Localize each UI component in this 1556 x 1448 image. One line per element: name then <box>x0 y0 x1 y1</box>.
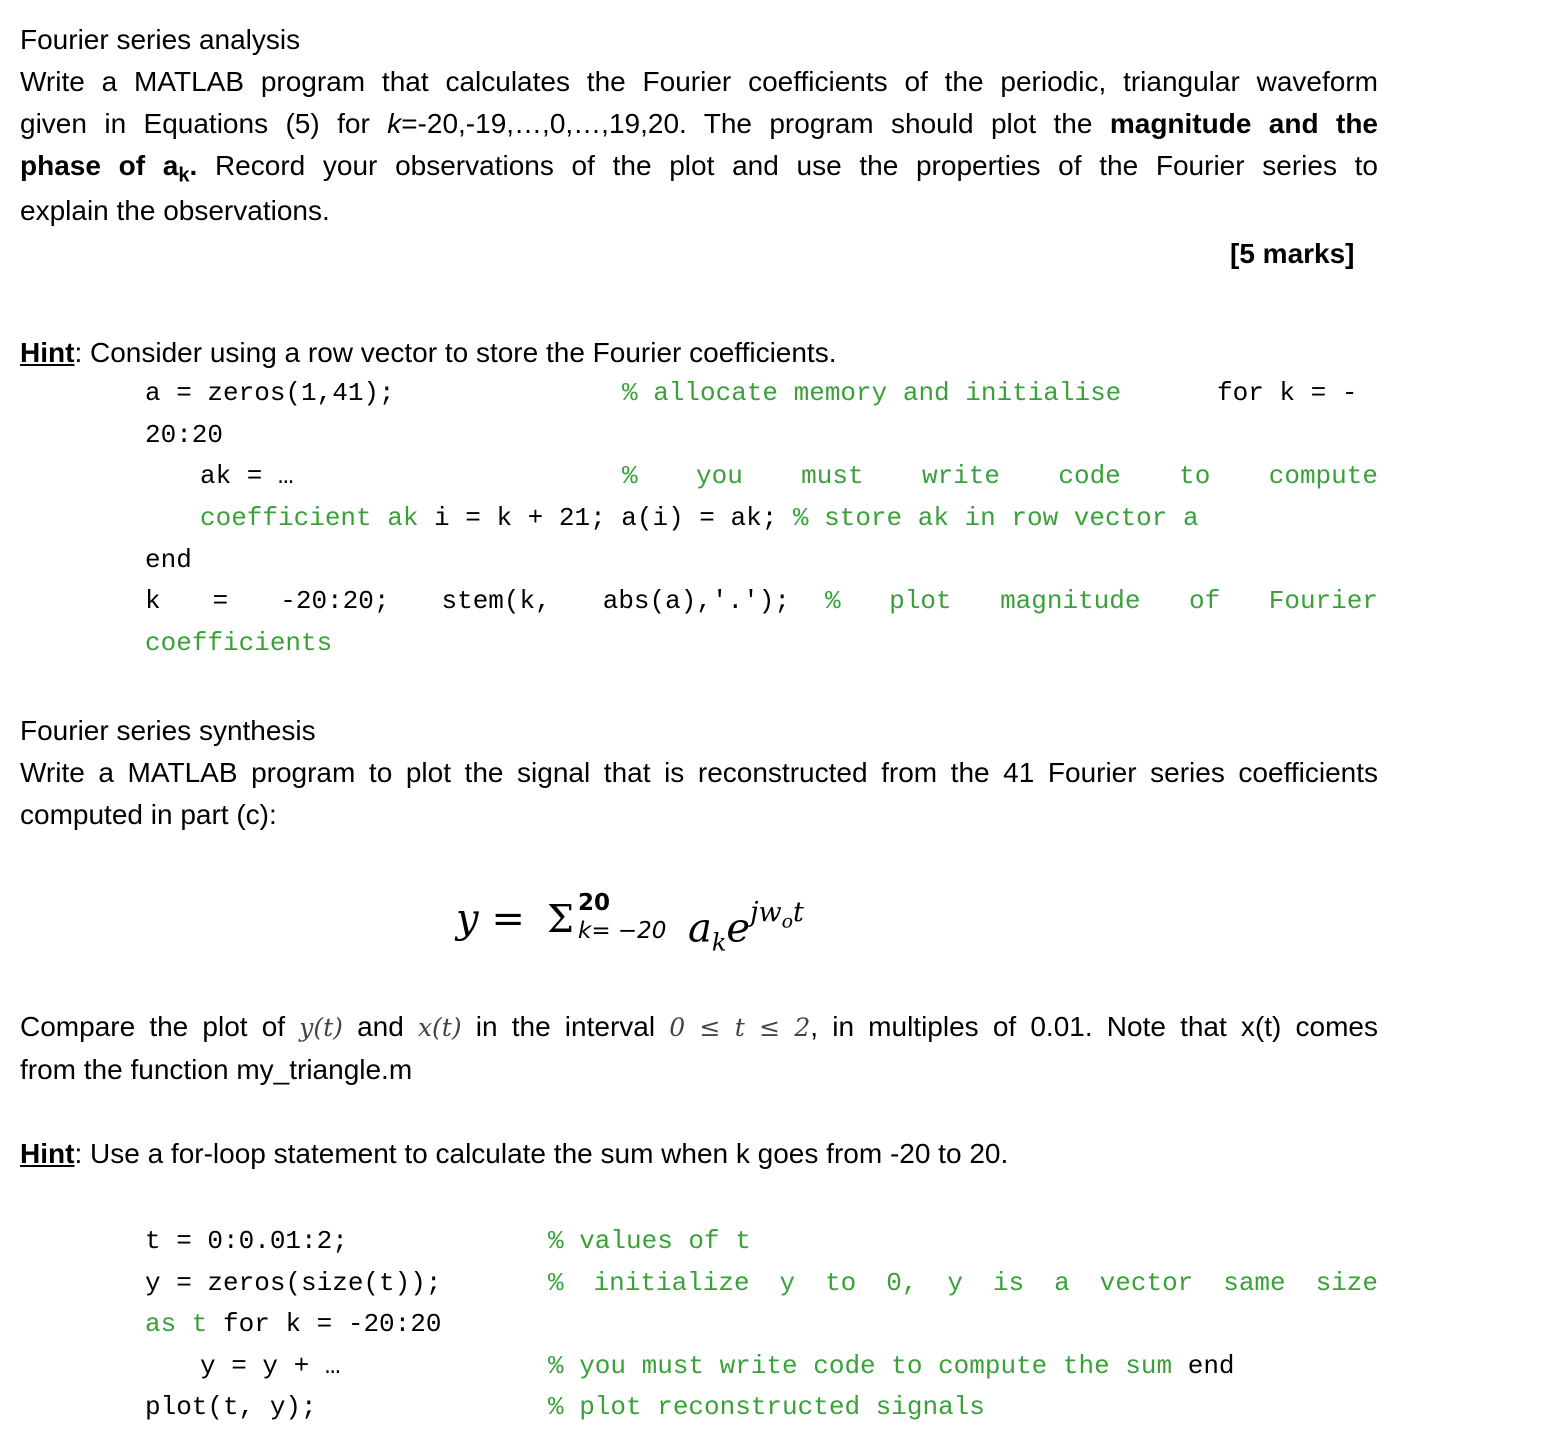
code-line: y = zeros(size(t)); <box>145 1268 442 1298</box>
analysis-title: Fourier series analysis <box>20 24 301 55</box>
hint2-label: Hint <box>20 1138 75 1169</box>
analysis-paragraph-line1: Write a MATLAB program that calculates the Fourier coefficients of the periodic, triangular waveform <box>20 66 1378 97</box>
analysis-paragraph-line4: explain the observations. <box>20 195 330 226</box>
code-comment: % plot magnitude of Fourier <box>825 586 1378 616</box>
marks-label: [5 marks] <box>1230 238 1355 269</box>
code-line: % you must write code to compute the sum end <box>548 1351 1235 1381</box>
code-comment: % initialize y to 0, y is a vector same size <box>548 1268 1378 1298</box>
sigma-symbol: Σ <box>547 897 574 941</box>
equation-term: $a_ke^{jw_ot}$ <box>688 897 804 957</box>
code-comment: % values of t <box>548 1226 751 1256</box>
code-line: plot(t, y); <box>145 1392 317 1422</box>
synthesis-title: Fourier series synthesis <box>20 715 316 746</box>
code-line: ak = … <box>200 461 294 491</box>
compare-paragraph-line1: Compare the plot of y(t) and x(t) in the interval 0 ≤ t ≤ 2, in multiples of 0.01. Note that x(t) comes <box>20 1011 1378 1042</box>
synthesis-paragraph-line2: computed in part (c): <box>20 799 277 830</box>
analysis-paragraph-line2: given in Equations (5) for k=-20,-19,…,0,…,19,20. The program should plot the magnitude and the <box>20 108 1378 139</box>
equation-lhs: y = <box>456 896 525 942</box>
sum-upper-limit: 20 <box>578 890 611 916</box>
code-line: coefficient ak i = k + 21; a(i) = ak; % store ak in row vector a <box>200 503 1199 533</box>
code-line: t = 0:0.01:2; <box>145 1226 348 1256</box>
compare-paragraph-line2: from the function my_triangle.m <box>20 1054 413 1085</box>
code-line: k = -20:20; stem(k, abs(a),'.'); <box>145 586 790 616</box>
hint2-line: Hint: Use a for-loop statement to calculate the sum when k goes from -20 to 20. <box>20 1138 1009 1169</box>
code-comment: % you must write code to compute <box>622 461 1378 491</box>
code-comment: coefficients <box>145 628 333 658</box>
analysis-paragraph-line3: phase of $a_k$. Record your observations of the plot and use the properties of the Fourier series to <box>20 150 1379 187</box>
code-line: a = zeros(1,41); <box>145 378 395 408</box>
code-line: as t for k = -20:20 <box>145 1309 442 1339</box>
synthesis-paragraph-line1: Write a MATLAB program to plot the signal that is reconstructed from the 41 Fourier series coefficients <box>20 757 1378 788</box>
code-comment: % allocate memory and initialise <box>622 378 1122 408</box>
sum-lower-limit: k= −20 <box>578 918 667 944</box>
code-line: 20:20 <box>145 420 224 450</box>
code-line: end <box>145 545 192 575</box>
hint1-label: Hint <box>20 337 75 368</box>
code-comment: % plot reconstructed signals <box>548 1392 985 1422</box>
hint1-line: Hint: Consider using a row vector to store the Fourier coefficients. <box>20 337 837 368</box>
code-line: for k = - <box>1217 378 1358 408</box>
code-line: y = y + … <box>200 1351 341 1381</box>
